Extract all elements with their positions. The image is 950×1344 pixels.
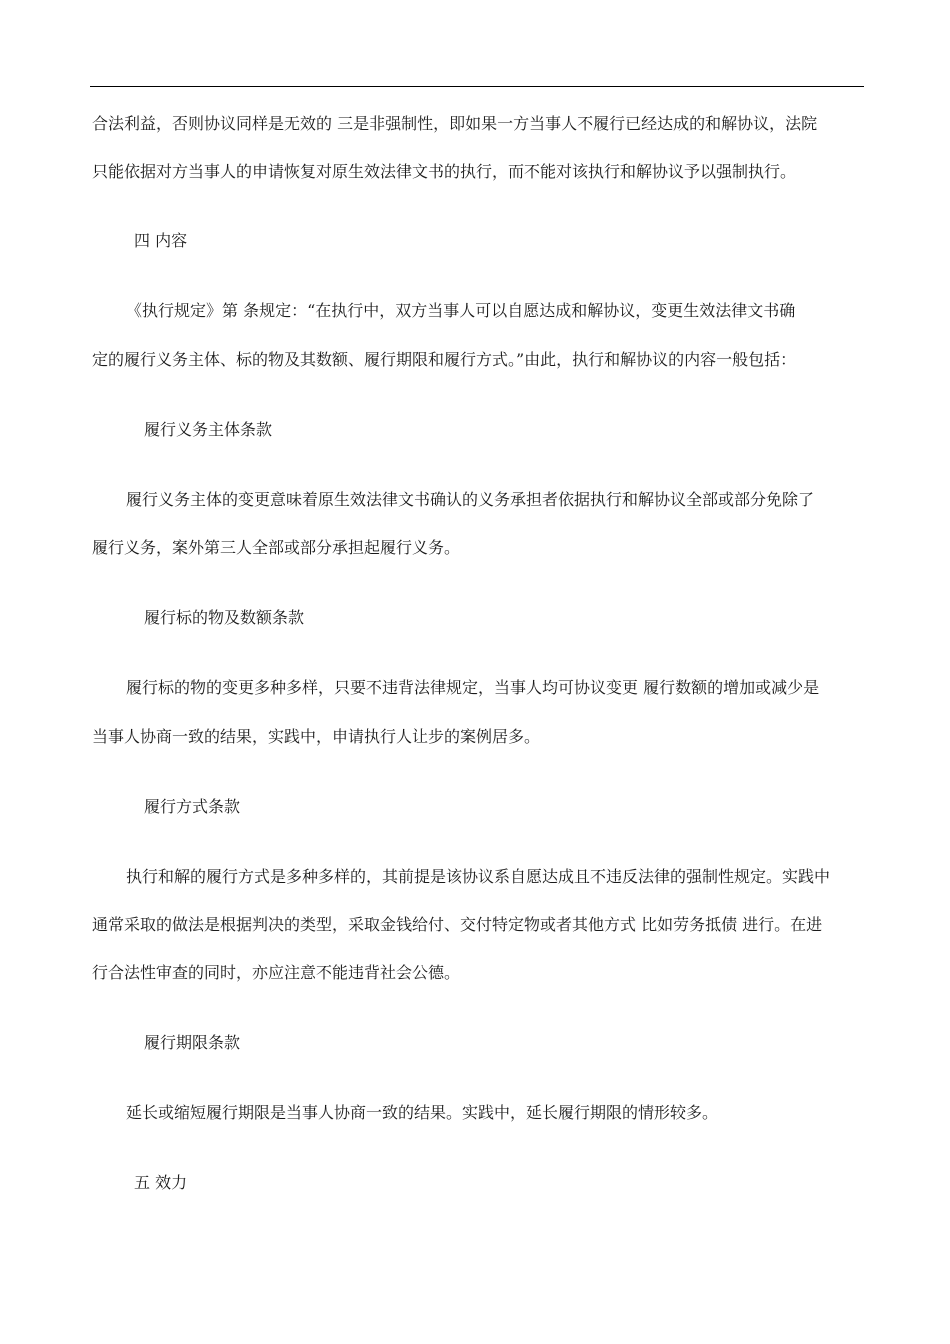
paragraph-line: 履行标的物的变更多种多样，只要不违背法律规定，当事人均可协议变更 履行数额的增加或减少是 bbox=[126, 678, 820, 697]
paragraph-line: 履行义务，案外第三人全部或部分承担起履行义务。 bbox=[92, 538, 461, 557]
subheading-term-clause: 履行期限条款 bbox=[144, 1033, 241, 1052]
paragraph-line: 当事人协商一致的结果，实践中，申请执行人让步的案例居多。 bbox=[92, 727, 541, 746]
header-rule bbox=[90, 86, 864, 87]
paragraph-line: 合法利益，否则协议同样是无效的 三是非强制性，即如果一方当事人不履行已经达成的和解协议，法院 bbox=[92, 114, 818, 133]
subheading-method-clause: 履行方式条款 bbox=[144, 797, 241, 816]
paragraph-line: 执行和解的履行方式是多种多样的，其前提是该协议系自愿达成且不违反法律的强制性规定。实践中 bbox=[126, 867, 831, 886]
paragraph-line: 履行义务主体的变更意味着原生效法律文书确认的义务承担者依据执行和解协议全部或部分免除了 bbox=[126, 490, 815, 509]
paragraph-line: 只能依据对方当事人的申请恢复对原生效法律文书的执行，而不能对该执行和解协议予以强制执行。 bbox=[92, 162, 797, 181]
subheading-subject-amount-clause: 履行标的物及数额条款 bbox=[144, 608, 305, 627]
paragraph-line: 《执行规定》第 条规定：“在执行中，双方当事人可以自愿达成和解协议，变更生效法律文书确 bbox=[126, 301, 796, 320]
paragraph-line: 延长或缩短履行期限是当事人协商一致的结果。实践中，延长履行期限的情形较多。 bbox=[126, 1103, 719, 1122]
paragraph-line: 通常采取的做法是根据判决的类型，采取金钱给付、交付特定物或者其他方式 比如劳务抵债 进行。在进 bbox=[92, 915, 823, 934]
subheading-obligor-clause: 履行义务主体条款 bbox=[144, 420, 273, 439]
paragraph-line: 行合法性审查的同时，亦应注意不能违背社会公德。 bbox=[92, 963, 461, 982]
section-heading-effect: 五 效力 bbox=[134, 1173, 188, 1192]
paragraph-line: 定的履行义务主体、标的物及其数额、履行期限和履行方式。”由此，执行和解协议的内容一般包括： bbox=[92, 350, 797, 369]
section-heading-content: 四 内容 bbox=[134, 231, 188, 250]
